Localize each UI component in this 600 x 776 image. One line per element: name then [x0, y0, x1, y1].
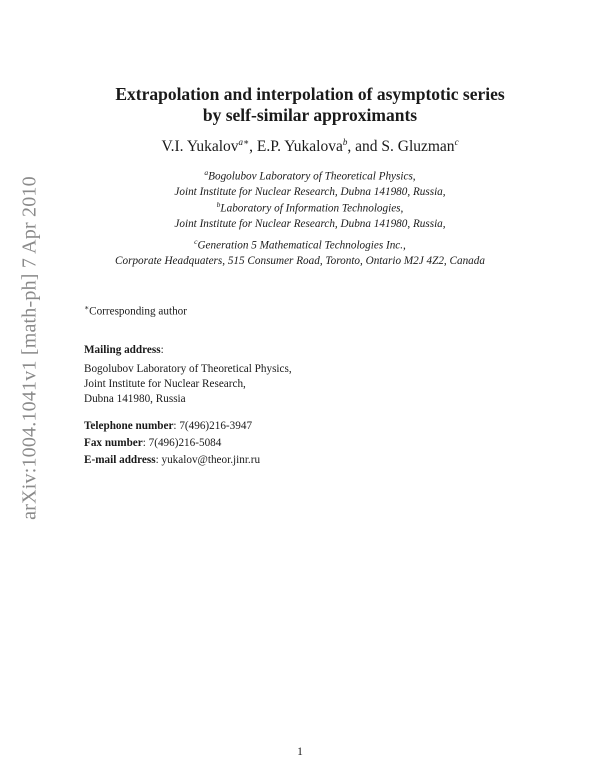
affiliation-line: Joint Institute for Nuclear Research, Dubna 141980, Russia, [174, 185, 446, 198]
affiliation-a [60, 165, 560, 200]
author-list [60, 137, 560, 156]
affiliation-b [60, 197, 560, 232]
address-line: Joint Institute for Nuclear Research, [84, 378, 246, 390]
author-name: E.P. Yukalova [256, 138, 343, 156]
footnote-mark: ∗ [84, 303, 90, 312]
corresponding-author-text: Corresponding author [89, 305, 187, 318]
author-name: S. Gluzman [381, 138, 455, 156]
arxiv-stamp: arXiv:1004.1041v1 [math-ph] 7 Apr 2010 [18, 176, 41, 520]
mailing-address [84, 343, 292, 407]
corresponding-author-note [84, 300, 187, 320]
affiliation-sup: c [194, 237, 198, 246]
affiliation-c [40, 234, 560, 269]
mailing-colon: : [160, 344, 164, 356]
fax-row [84, 435, 260, 452]
page-number: 1 [297, 746, 303, 758]
contact-info [84, 418, 260, 469]
author-sup: a∗ [238, 137, 250, 147]
title-line-1: Extrapolation and interpolation of asymptotic series [115, 84, 505, 104]
affiliation-sup: b [216, 200, 221, 209]
affiliation-line: Laboratory of Information Technologies, [220, 202, 404, 215]
email-label: E-mail address [84, 454, 156, 466]
author-sup: c [454, 137, 459, 147]
email-value: : yukalov@theor.jinr.ru [155, 454, 261, 466]
telephone-value: : 7(496)216-3947 [173, 420, 253, 432]
telephone-label: Telephone number [84, 420, 174, 432]
author-separator: , [249, 138, 257, 156]
email-row [84, 452, 260, 469]
affiliation-sup: a [204, 168, 209, 177]
address-line: Bogolubov Laboratory of Theoretical Physics, [84, 363, 292, 375]
telephone-row [84, 418, 260, 435]
fax-label: Fax number [84, 437, 143, 449]
affiliation-line: Generation 5 Mathematical Technologies Inc., [197, 239, 406, 252]
affiliation-line: Joint Institute for Nuclear Research, Dubna 141980, Russia, [174, 217, 446, 230]
author-sup: b [342, 137, 348, 147]
fax-value: : 7(496)216-5084 [142, 437, 222, 449]
mailing-address-label: Mailing address [84, 344, 161, 356]
author-name: V.I. Yukalov [161, 138, 239, 156]
affiliation-line: Bogolubov Laboratory of Theoretical Physics, [208, 170, 416, 183]
title-line-2: by self-similar approximants [202, 105, 418, 125]
paper-title [60, 84, 560, 126]
author-separator: , and [347, 138, 382, 156]
address-line: Dubna 141980, Russia [84, 393, 186, 405]
affiliation-line: Corporate Headquaters, 515 Consumer Road, Toronto, Ontario M2J 4Z2, Canada [115, 254, 485, 267]
